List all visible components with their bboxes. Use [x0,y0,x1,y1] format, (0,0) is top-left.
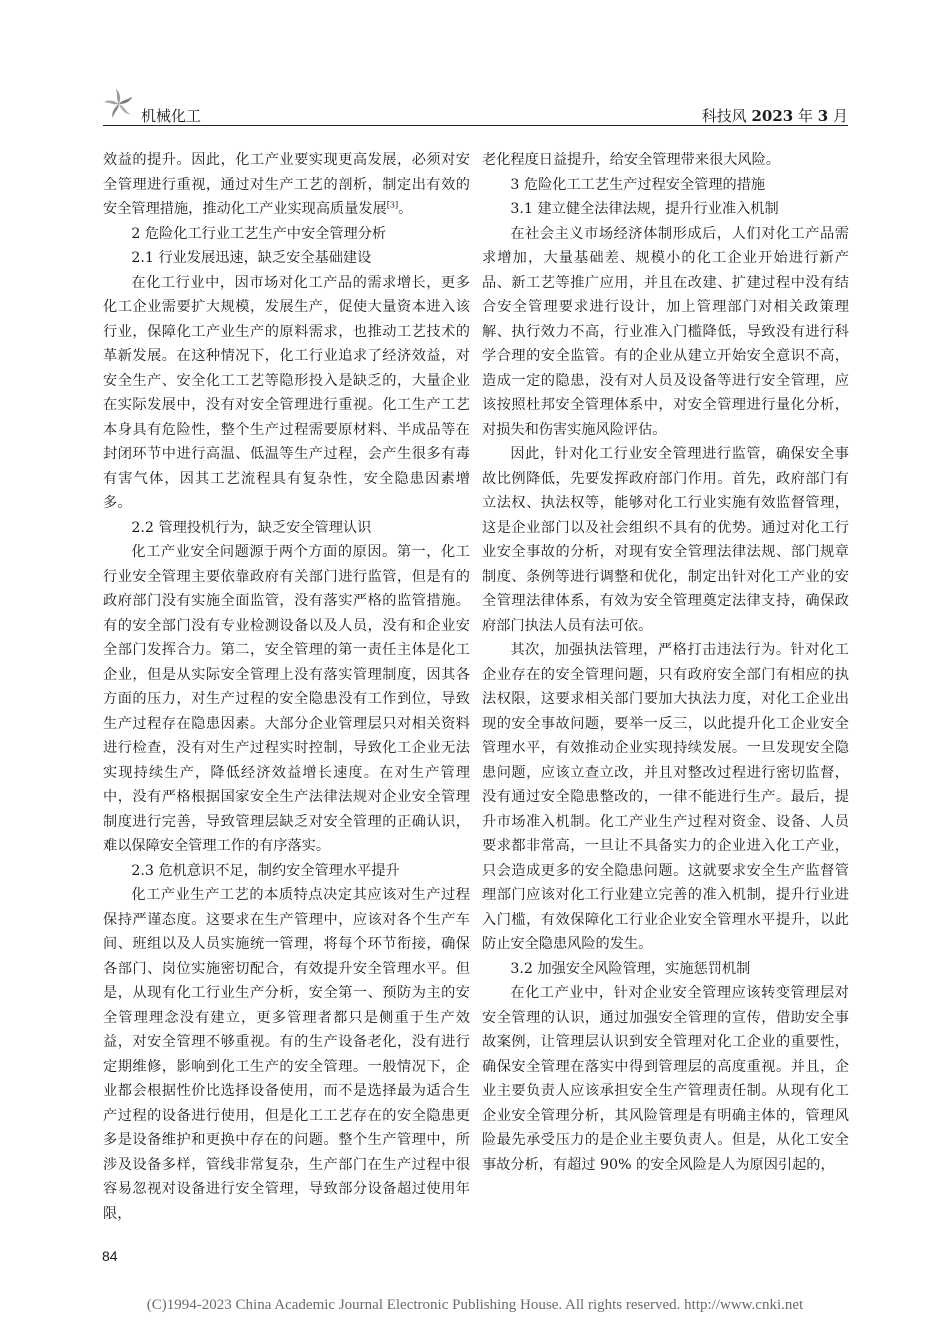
paragraph: 在化工产业中，针对企业安全管理应该转变管理层对安全管理的认识，通过加强安全管理的宣传，借助安全事故案例，让管理层认识到安全管理对化工企业的重要性，确保安全管理在落实中得到管理层的高度重视。并且，企业主要负责人应该承担安全生产管理责任制。从现有化工企业安全管理分析，其风险管理是有明确主体的，管理风险最先承受压力的是企业主要负责人。但是，从化工安全事故分析，有超过 90% 的安全风险是人为原因引起的， [482,985,849,1173]
section-heading: 3 危险化工工艺生产过程安全管理的措施 [510,176,766,193]
subsection-heading: 2.1 行业发展迅速，缺乏安全基础建设 [131,250,372,266]
page-header [103,88,848,126]
pinwheel-logo-icon [103,88,135,120]
subsection-heading: 3.2 加强安全风险管理，实施惩罚机制 [510,960,751,977]
paragraph: 因此，针对化工行业安全管理进行监管，确保安全事故比例降低，先要发挥政府部门作用。首先，政府部门有立法权、执法权等，能够对化工行业实施有效监督管理，这是企业部门以及社会组织不具有的优势。通过对化工行业安全事故的分析，对现有安全管理法律法规、部门规章制度、条例等进行调整和优化，制定出针对化工产业的安全管理法律体系，有效为安全管理奠定法律支持，确保政府部门执法人员有法可依。 [482,446,849,634]
right-column [482,148,849,1177]
header-rule [103,125,848,126]
paragraph: 其次，加强执法管理，严格打击违法行为。针对化工企业存在的安全管理问题，只有政府安全部门有相应的执法权限，这要求相关部门要加大执法力度，对化工企业出现的安全事故问题，要举一反三，以此提升化工企业安全管理水平，有效推动企业实现持续发展。一旦发现安全隐患问题，应该立查立改，并且对整改过程进行密切监督，没有通过安全隐患整改的，一律不能进行生产。最后，提升市场准入机制。化工产业生产过程对资金、设备、人员要求都非常高，一旦让不具备实力的企业进入化工产业，只会造成更多的安全隐患问题。这就要求安全生产监督管理部门应该对化工行业建立完善的准入机制，提升行业进入门槛，有效保障化工行业企业安全管理水平提升，以此防止安全隐患风险的发生。 [482,642,849,952]
subsection-heading: 2.2 管理投机行为，缺乏安全管理认识 [131,519,372,536]
page-number: 84 [102,1248,118,1264]
copyright-notice: (C)1994-2023 China Academic Journal Electronic Publishing House. All rights reserved. http://www.cnki.net [146,1297,804,1313]
subsection-heading: 3.1 建立健全法律法规，提升行业准入机制 [510,201,779,217]
paragraph-continued: 效益的提升。因此，化工产业要实现更高发展，必须对安全管理进行重视，通过对生产工艺的剖析，制定出有效的安全管理措施，推动化工产业实现高质量发展[3]。 [103,152,470,217]
section-label: 机械化工 [141,107,202,125]
paragraph: 化工产业生产工艺的本质特点决定其应该对生产过程保持严谨态度。这要求在生产管理中，应该对各个生产车间、班组以及人员实施统一管理，将每个环节衔接，确保各部门、岗位实施密切配合，有效提升安全管理水平。但是，从现有化工行业生产分析，安全第一、预防为主的安全管理理念没有建立，更多管理者都只是侧重于生产效益，对安全管理不够重视。有的生产设备老化，没有进行定期维修，影响到化工生产的安全管理。一般情况下，企业都会根据性价比选择设备使用，而不是选择最为适合生产过程的设备进行使用，但是化工工艺存在的安全隐患更多是设备维护和更换中存在的问题。整个生产管理中，所涉及设备多样，管线非常复杂，生产部门在生产过程中很容易忽视对设备进行安全管理，导致部分设备超过使用年限， [103,887,470,1222]
paragraph-continued: 老化程度日益提升，给安全管理带来很大风险。 [482,152,780,168]
subsection-heading: 2.3 危机意识不足，制约安全管理水平提升 [131,862,400,879]
paragraph: 在社会主义市场经济体制形成后，人们对化工产品需求增加，大量基础差、规模小的化工企业开始进行新产品、新工艺等推广应用，并且在改建、扩建过程中没有结合安全管理要求进行设计，加上管理部门对相关政策理解、执行效力不高，行业准入门槛降低，导致没有进行科学合理的安全监管。有的企业从建立开始安全意识不高，造成一定的隐患，没有对人员及设备等进行安全管理，应该按照杜邦安全管理体系中，对安全管理进行量化分析，对损失和伤害实施风险评估。 [482,225,849,438]
section-heading: 2 危险化工行业工艺生产中安全管理分析 [131,225,387,242]
citation: [3] [386,200,399,210]
paragraph: 在化工行业中，因市场对化工产品的需求增长，更多化工企业需要扩大规模，发展生产，促使大量资本进入该行业，保障化工产业生产的原料需求，也推动工艺技术的革新发展。在这种情况下，化工行业追求了经济效益，对安全生产、安全化工工艺等隐形投入是缺乏的，大量企业在实际发展中，没有对安全管理进行重视。化工生产工艺本身具有危险性，整个生产过程需要原材料、半成品等在封闭环节中进行高温、低温等生产过程，会产生很多有毒有害气体，因其工艺流程具有复杂性，安全隐患因素增多。 [103,274,470,511]
journal-info: 科技风 2023 年 3 月 [701,107,848,125]
left-column [103,148,470,1226]
paragraph: 化工产业安全问题源于两个方面的原因。第一，化工行业安全管理主要依靠政府有关部门进行监管，但是有的政府部门没有实施全面监管，没有落实严格的监管措施。有的安全部门没有专业检测设备以及人员，没有和企业安全部门发挥合力。第二，安全管理的第一责任主体是化工企业，但是从实际安全管理上没有落实管理制度，因其各方面的压力，对生产过程的安全隐患没有工作到位，导致生产过程存在隐患因素。大部分企业管理层只对相关资料进行检查，没有对生产过程实时控制，导致化工企业无法实现持续生产，降低经济效益增长速度。在对生产管理中，没有严格根据国家安全生产法律法规对企业安全管理制度进行完善，导致管理层缺乏对安全管理的正确认识，难以保障安全管理工作的有序落实。 [103,544,470,854]
